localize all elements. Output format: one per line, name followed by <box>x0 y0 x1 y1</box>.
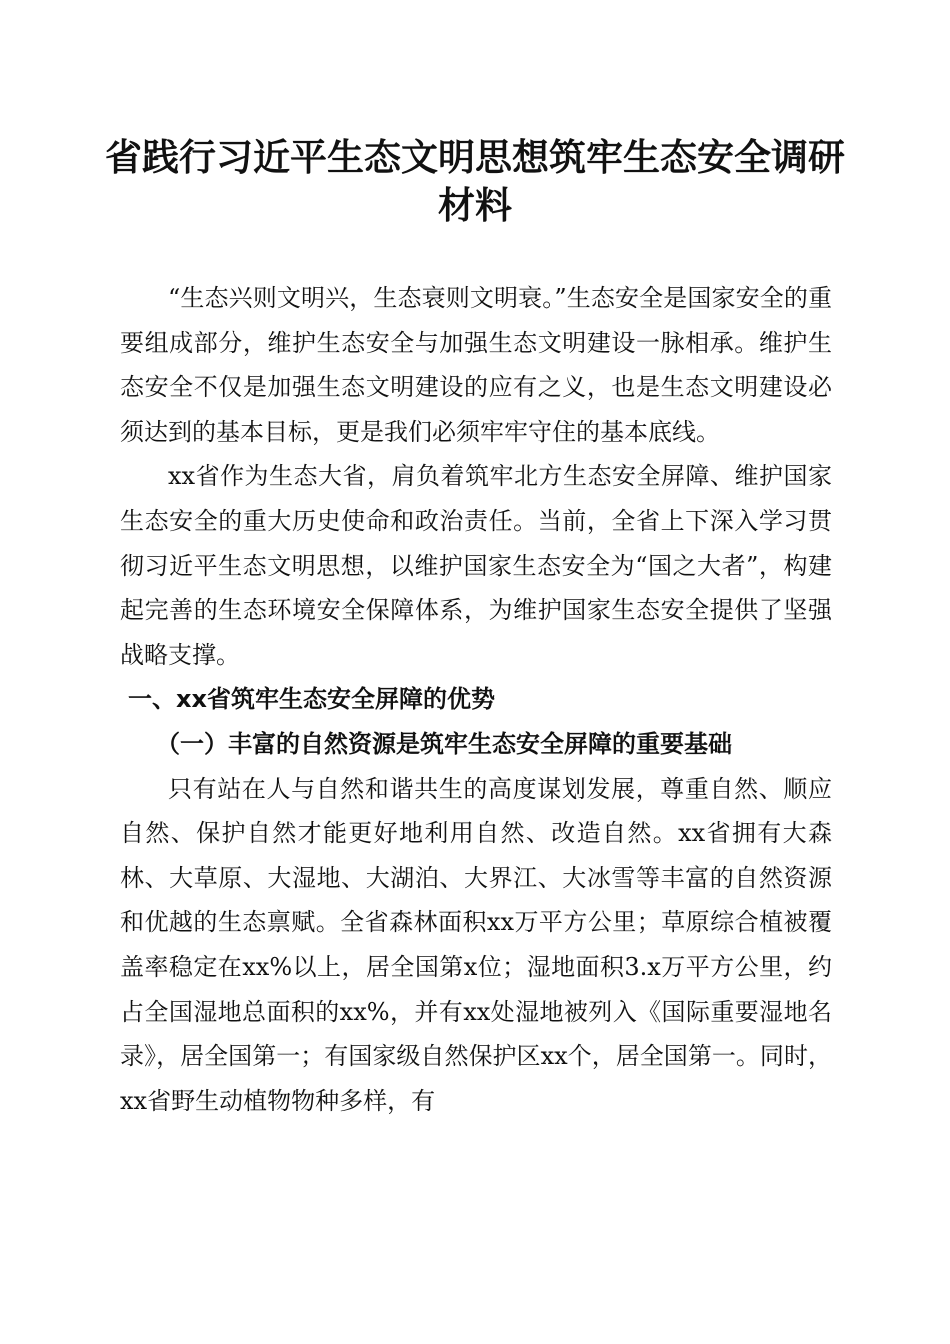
paragraph-intro: “生态兴则文明兴，生态衰则文明衰。”生态安全是国家安全的重要组成部分，维护生态安全与加强生态文明建设一脉相承。维护生态安全不仅是加强生态文明建设的应有之义，也是生态文明建设必须达到的基本目标，更是我们必须牢牢守住的基本底线。 <box>120 284 832 446</box>
document-body <box>120 276 832 1123</box>
title-line-2: 材料 <box>438 184 512 227</box>
paragraph-resources: 只有站在人与自然和谐共生的高度谋划发展，尊重自然、顺应自然、保护自然才能更好地利用自然、改造自然。xx省拥有大森林、大草原、大湿地、大湖泊、大界江、大冰雪等丰富的自然资源和优越的生态禀赋。全省森林面积xx万平方公里；草原综合植被覆盖率稳定在xx%以上，居全国第x位；湿地面积3.x万平方公里，约占全国湿地总面积的xx%，并有xx处湿地被列入《国际重要湿地名录》，居全国第一；有国家级自然保护区xx个，居全国第一。同时，xx省野生动植物物种多样，有 <box>120 774 832 1115</box>
title-line-1: 省践行习近平生态文明思想筑牢生态安全调研 <box>105 136 845 179</box>
paragraph-province: xx省作为生态大省，肩负着筑牢北方生态安全屏障、维护国家生态安全的重大历史使命和政治责任。当前，全省上下深入学习贯彻习近平生态文明思想，以维护国家生态安全为“国之大者”，构建起完善的生态环境安全保障体系，为维护国家生态安全提供了坚强战略支撑。 <box>120 462 832 669</box>
section-heading-1: 一、xx省筑牢生态安全屏障的优势 <box>128 685 495 714</box>
subsection-heading-1: （一）丰富的自然资源是筑牢生态安全屏障的重要基础 <box>156 728 732 758</box>
document-title <box>100 134 850 230</box>
